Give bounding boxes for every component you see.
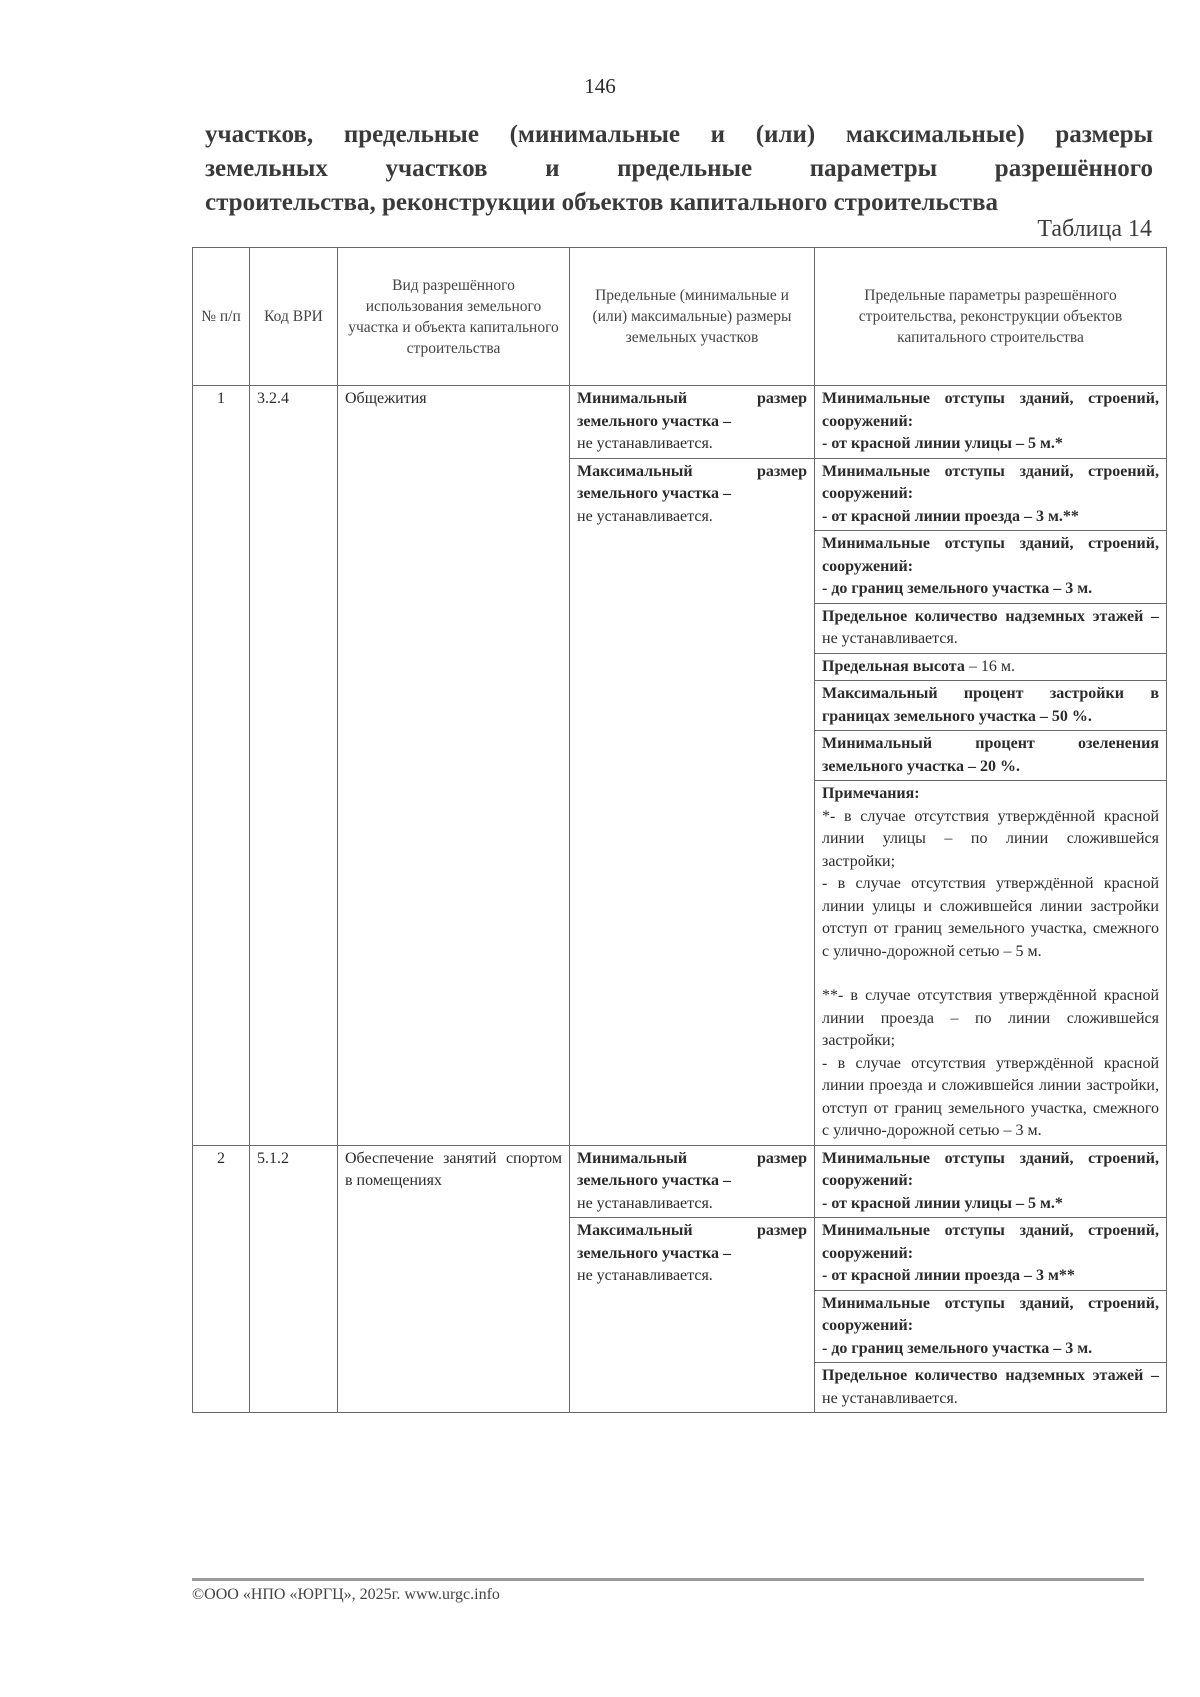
param-cell bbox=[815, 1290, 1167, 1363]
table-row bbox=[193, 1145, 1167, 1218]
header-num: № п/п bbox=[193, 248, 250, 386]
max-size-label: Максимальный размер земельного участка – bbox=[577, 1222, 807, 1262]
min-size-label: Минимальный размер земельного участка – bbox=[577, 390, 807, 430]
min-size-label: Минимальный размер земельного участка – bbox=[577, 1149, 807, 1189]
note-spacer bbox=[822, 963, 1159, 985]
table-row bbox=[193, 386, 1167, 459]
note-text: **- в случае отсутствия утверждённой красной линии проезда – по линии сложившейся застройки; bbox=[822, 987, 1159, 1049]
param-label: Минимальные отступы зданий, строений, сооружений: bbox=[822, 1149, 1159, 1189]
param-cell bbox=[815, 603, 1167, 653]
table-caption: Таблица 14 bbox=[1037, 216, 1152, 242]
param-label: Предельное количество надземных этажей – bbox=[822, 607, 1159, 625]
header-sizes: Предельные (минимальные и (или) максимальные) размеры земельных участков bbox=[570, 248, 815, 386]
param-value: – 16 м. bbox=[964, 657, 1015, 675]
row-code: 5.1.2 bbox=[250, 1145, 338, 1413]
footer-text: ©ООО «НПО «ЮРГЦ», 2025г. www.urgc.info bbox=[192, 1586, 500, 1603]
heading-line-3: строительства, реконструкции объектов капитального строительства bbox=[205, 189, 999, 216]
table-header-row bbox=[193, 248, 1167, 386]
min-size-cell bbox=[570, 1145, 815, 1218]
param-label: Предельное количество надземных этажей – bbox=[822, 1367, 1159, 1384]
header-params: Предельные параметры разрешённого строительства, реконструкции объектов капитального строительства bbox=[815, 248, 1167, 386]
param-cell bbox=[815, 386, 1167, 459]
max-size-value: не устанавливается. bbox=[577, 507, 713, 525]
min-size-value: не устанавливается. bbox=[577, 435, 713, 452]
max-size-cell bbox=[570, 1218, 815, 1413]
header-use: Вид разрешённого использования земельного участка и объекта капитального строительства bbox=[338, 248, 570, 386]
heading-line-2: земельных участков и предельные параметры разрешённого bbox=[205, 155, 1153, 182]
param-cell bbox=[815, 1363, 1167, 1413]
param-value: - от красной линии проезда – 3 м.** bbox=[822, 507, 1079, 525]
param-label: Минимальные отступы зданий, строений, сооружений: bbox=[822, 1294, 1159, 1334]
param-value: - до границ земельного участка – 3 м. bbox=[822, 1339, 1093, 1357]
param-label: Минимальные отступы зданий, строений, сооружений: bbox=[822, 462, 1159, 502]
row-use: Обеспечение занятий спортом в помещениях bbox=[338, 1145, 570, 1413]
note-text: - в случае отсутствия утверждённой красной линии улицы и сложившейся линии застройки отступ от границ земельного участка, смежного с улично-дорожной сетью – 5 м. bbox=[822, 875, 1159, 960]
row-num: 2 bbox=[193, 1145, 250, 1413]
page-number: 146 bbox=[584, 74, 616, 98]
heading-line-1: участков, предельные (минимальные и (или) максимальные) размеры bbox=[205, 121, 1153, 148]
section-heading bbox=[205, 118, 1153, 220]
notes-cell bbox=[815, 781, 1167, 1146]
param-label: Минимальные отступы зданий, строений, сооружений: bbox=[822, 390, 1159, 430]
regulations-table bbox=[192, 247, 1167, 1413]
row-use: Общежития bbox=[338, 386, 570, 1146]
max-size-cell bbox=[570, 458, 815, 1145]
param-cell bbox=[815, 653, 1167, 681]
header-code: Код ВРИ bbox=[250, 248, 338, 386]
row-code: 3.2.4 bbox=[250, 386, 338, 1146]
row-num: 1 bbox=[193, 386, 250, 1146]
param-cell bbox=[815, 1145, 1167, 1218]
max-size-value: не устанавливается. bbox=[577, 1267, 713, 1284]
param-value: - от красной линии проезда – 3 м** bbox=[822, 1267, 1075, 1284]
param-value: - от красной линии улицы – 5 м.* bbox=[822, 1194, 1063, 1212]
param-label: Предельная высота bbox=[822, 657, 965, 675]
param-label: Минимальные отступы зданий, строений, сооружений: bbox=[822, 535, 1159, 575]
param-cell: Минимальный процент озеленения земельного участка – 20 %. bbox=[815, 731, 1167, 781]
min-size-cell bbox=[570, 386, 815, 459]
param-cell: Максимальный процент застройки в границах земельного участка – 50 %. bbox=[815, 681, 1167, 731]
max-size-label: Максимальный размер земельного участка – bbox=[577, 462, 807, 502]
param-value: не устанавливается. bbox=[822, 1389, 958, 1407]
note-text: *- в случае отсутствия утверждённой красной линии улицы – по линии сложившейся застройки; bbox=[822, 807, 1159, 870]
param-value: - до границ земельного участка – 3 м. bbox=[822, 580, 1093, 597]
min-size-value: не устанавливается. bbox=[577, 1194, 713, 1212]
param-value: - от красной линии улицы – 5 м.* bbox=[822, 435, 1063, 452]
notes-title: Примечания: bbox=[822, 785, 920, 802]
param-cell bbox=[815, 1218, 1167, 1291]
note-text: - в случае отсутствия утверждённой красной линии проезда и сложившейся линии застройки, отступ от границ земельного участка, смежного с улично-дорожной сетью – 3 м. bbox=[822, 1054, 1159, 1139]
footer-divider bbox=[192, 1578, 1144, 1581]
param-cell bbox=[815, 458, 1167, 531]
param-label: Минимальные отступы зданий, строений, сооружений: bbox=[822, 1222, 1159, 1262]
param-value: не устанавливается. bbox=[822, 630, 958, 647]
param-cell bbox=[815, 531, 1167, 604]
